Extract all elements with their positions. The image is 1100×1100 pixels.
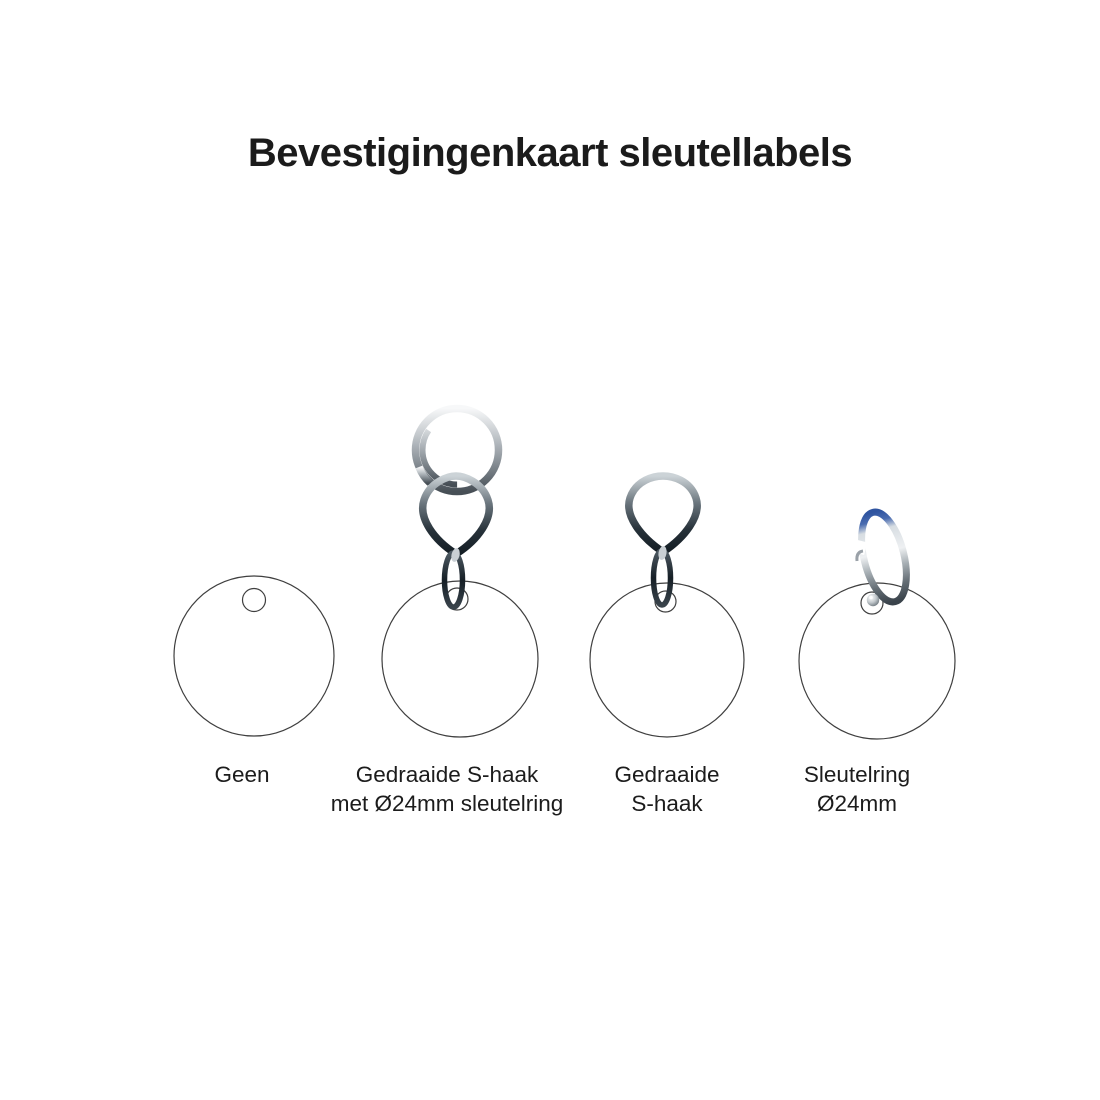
tag-with-s-hook-and-keyring-icon [382, 409, 538, 738]
item-label-line: Gedraaide S-haak [355, 762, 539, 787]
item-label-line: Ø24mm [816, 791, 897, 816]
item-label-line: met Ø24mm sleutelring [330, 791, 564, 816]
tag-with-keyring-icon [799, 508, 955, 739]
item-label-sleutelring [697, 760, 1017, 818]
plain-tag-icon [174, 576, 334, 736]
item-label-line: Sleutelring [803, 762, 911, 787]
tag-with-s-hook-icon [590, 476, 744, 737]
page-title: Bevestigingenkaart sleutellabels [247, 131, 853, 175]
item-label-line: Geen [214, 762, 270, 787]
item-label-line: Gedraaide [614, 762, 720, 787]
item-label-line: S-haak [631, 791, 703, 816]
